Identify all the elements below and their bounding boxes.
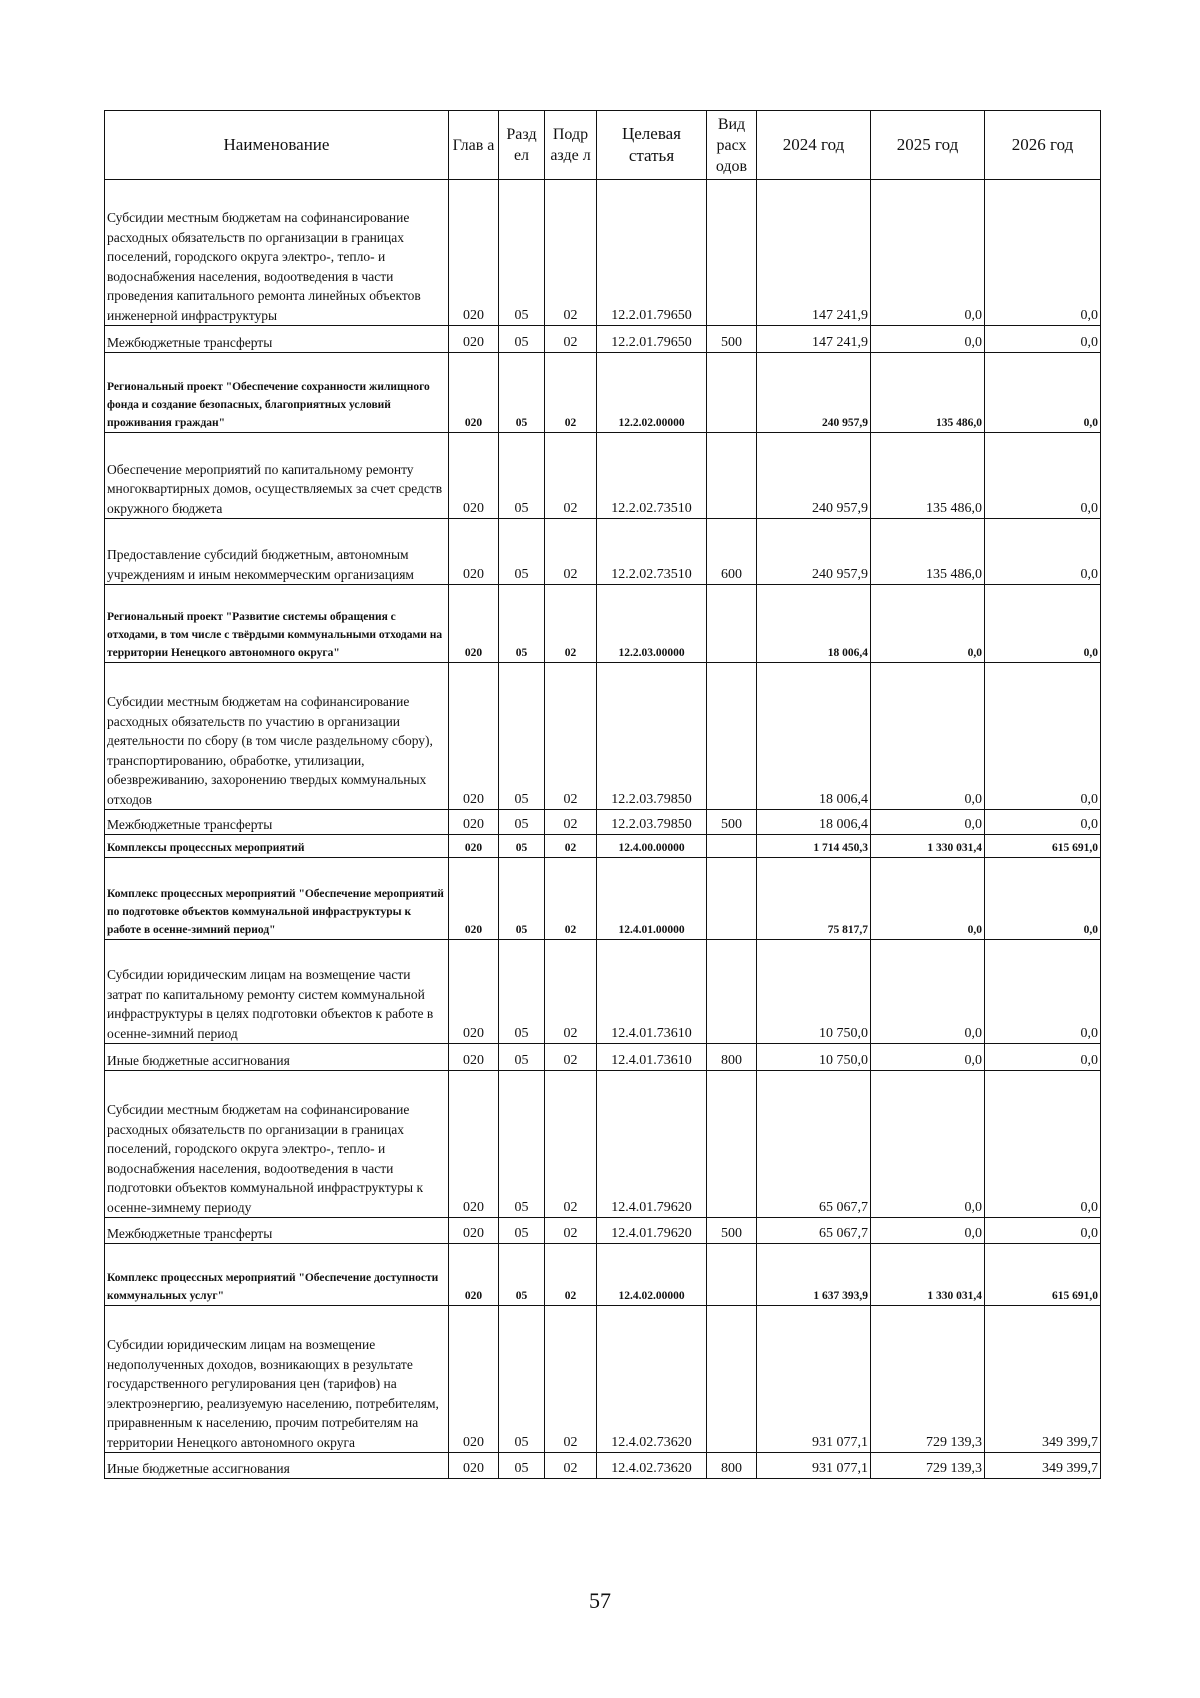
row-glava: 020 xyxy=(449,519,499,585)
row-podrazdel: 02 xyxy=(545,585,597,663)
row-name: Иные бюджетные ассигнования xyxy=(105,1044,449,1071)
row-name: Иные бюджетные ассигнования xyxy=(105,1453,449,1479)
row-vid xyxy=(707,353,757,433)
row-target: 12.4.01.73610 xyxy=(597,940,707,1044)
row-2024: 931 077,1 xyxy=(757,1306,871,1453)
row-glava: 020 xyxy=(449,858,499,940)
row-vid: 500 xyxy=(707,326,757,353)
row-2024: 931 077,1 xyxy=(757,1453,871,1479)
row-name: Межбюджетные трансферты xyxy=(105,326,449,353)
row-vid: 500 xyxy=(707,1218,757,1244)
row-razdel: 05 xyxy=(499,1044,545,1071)
row-podrazdel: 02 xyxy=(545,353,597,433)
row-podrazdel: 02 xyxy=(545,1453,597,1479)
row-podrazdel: 02 xyxy=(545,940,597,1044)
row-podrazdel: 02 xyxy=(545,519,597,585)
row-2025: 0,0 xyxy=(871,585,985,663)
row-target: 12.2.03.79850 xyxy=(597,810,707,835)
row-2025: 1 330 031,4 xyxy=(871,1244,985,1306)
row-glava: 020 xyxy=(449,1044,499,1071)
table-body xyxy=(105,180,1101,1479)
row-target: 12.2.03.79850 xyxy=(597,663,707,810)
row-2024: 10 750,0 xyxy=(757,1044,871,1071)
row-2026: 0,0 xyxy=(985,858,1101,940)
table-row xyxy=(105,433,1101,519)
row-2026: 349 399,7 xyxy=(985,1453,1101,1479)
row-podrazdel: 02 xyxy=(545,1306,597,1453)
row-2024: 147 241,9 xyxy=(757,180,871,326)
row-2026: 0,0 xyxy=(985,353,1101,433)
row-razdel: 05 xyxy=(499,810,545,835)
row-podrazdel: 02 xyxy=(545,1218,597,1244)
row-razdel: 05 xyxy=(499,835,545,858)
row-glava: 020 xyxy=(449,1244,499,1306)
row-name: Обеспечение мероприятий по капитальному ремонту многоквартирных домов, осуществляемых за счет средств окружного бюджета xyxy=(105,433,449,519)
table-row xyxy=(105,858,1101,940)
row-name: Субсидии юридическим лицам на возмещение недополученных доходов, возникающих в результате государственного регулирования цен (тарифов) на электроэнергию, реализуемую населению, потребителям, приравненным к населению, прочим потребителям на территории Ненецкого автономного округа xyxy=(105,1306,449,1453)
row-2024: 18 006,4 xyxy=(757,585,871,663)
row-razdel: 05 xyxy=(499,940,545,1044)
row-glava: 020 xyxy=(449,180,499,326)
row-2025: 135 486,0 xyxy=(871,353,985,433)
row-podrazdel: 02 xyxy=(545,180,597,326)
row-target: 12.2.02.73510 xyxy=(597,519,707,585)
row-2024: 240 957,9 xyxy=(757,353,871,433)
table-row xyxy=(105,180,1101,326)
table-row xyxy=(105,1244,1101,1306)
header-target: Целевая статья xyxy=(597,111,707,180)
table-header-row xyxy=(105,111,1101,180)
row-2026: 0,0 xyxy=(985,519,1101,585)
row-2024: 18 006,4 xyxy=(757,663,871,810)
table-row xyxy=(105,810,1101,835)
row-2025: 0,0 xyxy=(871,810,985,835)
row-glava: 020 xyxy=(449,353,499,433)
row-vid: 600 xyxy=(707,519,757,585)
header-glava: Глав а xyxy=(449,111,499,180)
row-podrazdel: 02 xyxy=(545,433,597,519)
row-target: 12.4.02.73620 xyxy=(597,1306,707,1453)
row-name: Предоставление субсидий бюджетным, автономным учреждениям и иным некоммерческим организациям xyxy=(105,519,449,585)
row-2026: 0,0 xyxy=(985,433,1101,519)
row-razdel: 05 xyxy=(499,1244,545,1306)
row-target: 12.4.02.73620 xyxy=(597,1453,707,1479)
row-name: Региональный проект "Обеспечение сохранности жилищного фонда и создание безопасных, благоприятных условий проживания граждан" xyxy=(105,353,449,433)
row-glava: 020 xyxy=(449,940,499,1044)
row-glava: 020 xyxy=(449,1306,499,1453)
row-target: 12.2.02.73510 xyxy=(597,433,707,519)
row-glava: 020 xyxy=(449,1071,499,1218)
header-2024: 2024 год xyxy=(757,111,871,180)
row-target: 12.2.03.00000 xyxy=(597,585,707,663)
row-target: 12.4.00.00000 xyxy=(597,835,707,858)
row-name: Межбюджетные трансферты xyxy=(105,810,449,835)
row-podrazdel: 02 xyxy=(545,858,597,940)
header-vid: Вид расх одов xyxy=(707,111,757,180)
row-razdel: 05 xyxy=(499,519,545,585)
row-2026: 349 399,7 xyxy=(985,1306,1101,1453)
table-row xyxy=(105,835,1101,858)
row-glava: 020 xyxy=(449,810,499,835)
row-podrazdel: 02 xyxy=(545,663,597,810)
row-vid xyxy=(707,585,757,663)
row-glava: 020 xyxy=(449,1453,499,1479)
row-podrazdel: 02 xyxy=(545,1071,597,1218)
page-number: 57 xyxy=(589,1588,611,1613)
row-2026: 0,0 xyxy=(985,1044,1101,1071)
row-glava: 020 xyxy=(449,663,499,810)
row-podrazdel: 02 xyxy=(545,835,597,858)
row-2025: 0,0 xyxy=(871,940,985,1044)
row-vid xyxy=(707,940,757,1044)
row-razdel: 05 xyxy=(499,1218,545,1244)
row-2024: 1 714 450,3 xyxy=(757,835,871,858)
table-row xyxy=(105,940,1101,1044)
row-name: Субсидии местным бюджетам на софинансирование расходных обязательств по организации в границах поселений, городского округа электро-, тепло- и водоснабжения населения, водоотведения в части подготовки объектов коммунальной инфраструктуры к осенне-зимнему периоду xyxy=(105,1071,449,1218)
row-razdel: 05 xyxy=(499,585,545,663)
row-2025: 0,0 xyxy=(871,326,985,353)
row-vid xyxy=(707,180,757,326)
row-2026: 0,0 xyxy=(985,1071,1101,1218)
row-name: Субсидии местным бюджетам на софинансирование расходных обязательств по участию в организации деятельности по сбору (в том числе раздельному сбору), транспортированию, обработке, утилизации, обезвреживанию, захоронению твердых коммунальных отходов xyxy=(105,663,449,810)
row-target: 12.4.01.00000 xyxy=(597,858,707,940)
row-vid xyxy=(707,1306,757,1453)
row-2025: 135 486,0 xyxy=(871,433,985,519)
row-2026: 0,0 xyxy=(985,1218,1101,1244)
row-2026: 0,0 xyxy=(985,663,1101,810)
row-vid xyxy=(707,1244,757,1306)
row-glava: 020 xyxy=(449,835,499,858)
row-2026: 615 691,0 xyxy=(985,1244,1101,1306)
row-2024: 240 957,9 xyxy=(757,433,871,519)
header-razdel: Разд ел xyxy=(499,111,545,180)
header-2026: 2026 год xyxy=(985,111,1101,180)
row-target: 12.2.02.00000 xyxy=(597,353,707,433)
row-glava: 020 xyxy=(449,585,499,663)
row-2024: 65 067,7 xyxy=(757,1071,871,1218)
budget-table xyxy=(104,110,1101,1479)
row-name: Комплексы процессных мероприятий xyxy=(105,835,449,858)
row-vid xyxy=(707,433,757,519)
table-row xyxy=(105,326,1101,353)
row-vid xyxy=(707,663,757,810)
row-vid xyxy=(707,1071,757,1218)
row-2026: 0,0 xyxy=(985,326,1101,353)
row-2025: 0,0 xyxy=(871,858,985,940)
row-2025: 0,0 xyxy=(871,1218,985,1244)
header-name: Наименование xyxy=(105,111,449,180)
row-target: 12.4.01.79620 xyxy=(597,1071,707,1218)
row-target: 12.2.01.79650 xyxy=(597,180,707,326)
row-razdel: 05 xyxy=(499,1453,545,1479)
row-2024: 1 637 393,9 xyxy=(757,1244,871,1306)
row-2025: 1 330 031,4 xyxy=(871,835,985,858)
row-2026: 0,0 xyxy=(985,585,1101,663)
row-razdel: 05 xyxy=(499,858,545,940)
row-vid: 500 xyxy=(707,810,757,835)
row-vid xyxy=(707,835,757,858)
row-podrazdel: 02 xyxy=(545,1044,597,1071)
row-name: Комплекс процессных мероприятий "Обеспечение мероприятий по подготовке объектов коммунальной инфраструктуры к работе в осенне-зимний период" xyxy=(105,858,449,940)
row-2024: 240 957,9 xyxy=(757,519,871,585)
row-name: Субсидии юридическим лицам на возмещение части затрат по капитальному ремонту систем коммунальной инфраструктуры в целях подготовки объектов к работе в осенне-зимний период xyxy=(105,940,449,1044)
row-2026: 615 691,0 xyxy=(985,835,1101,858)
table-row xyxy=(105,1453,1101,1479)
row-glava: 020 xyxy=(449,326,499,353)
row-2026: 0,0 xyxy=(985,940,1101,1044)
row-name: Субсидии местным бюджетам на софинансирование расходных обязательств по организации в границах поселений, городского округа электро-, тепло- и водоснабжения населения, водоотведения в части проведения капитального ремонта линейных объектов инженерной инфраструктуры xyxy=(105,180,449,326)
row-2024: 18 006,4 xyxy=(757,810,871,835)
row-podrazdel: 02 xyxy=(545,810,597,835)
row-2025: 0,0 xyxy=(871,1071,985,1218)
table-row xyxy=(105,663,1101,810)
row-name: Региональный проект "Развитие системы обращения с отходами, в том числе с твёрдыми коммунальными отходами на территории Ненецкого автономного округа" xyxy=(105,585,449,663)
table-row xyxy=(105,585,1101,663)
table-row xyxy=(105,519,1101,585)
row-razdel: 05 xyxy=(499,353,545,433)
row-2025: 0,0 xyxy=(871,1044,985,1071)
header-podrazdel: Подр азде л xyxy=(545,111,597,180)
row-razdel: 05 xyxy=(499,663,545,810)
row-razdel: 05 xyxy=(499,326,545,353)
row-2025: 0,0 xyxy=(871,180,985,326)
row-razdel: 05 xyxy=(499,180,545,326)
row-razdel: 05 xyxy=(499,1306,545,1453)
table-row xyxy=(105,1044,1101,1071)
row-2026: 0,0 xyxy=(985,180,1101,326)
row-name: Межбюджетные трансферты xyxy=(105,1218,449,1244)
row-target: 12.4.01.73610 xyxy=(597,1044,707,1071)
row-target: 12.4.02.00000 xyxy=(597,1244,707,1306)
row-target: 12.4.01.79620 xyxy=(597,1218,707,1244)
row-2025: 0,0 xyxy=(871,663,985,810)
row-razdel: 05 xyxy=(499,433,545,519)
header-2025: 2025 год xyxy=(871,111,985,180)
row-glava: 020 xyxy=(449,1218,499,1244)
table-row xyxy=(105,1306,1101,1453)
row-razdel: 05 xyxy=(499,1071,545,1218)
table-row xyxy=(105,1071,1101,1218)
row-2024: 75 817,7 xyxy=(757,858,871,940)
row-2024: 147 241,9 xyxy=(757,326,871,353)
row-podrazdel: 02 xyxy=(545,1244,597,1306)
row-glava: 020 xyxy=(449,433,499,519)
row-2024: 10 750,0 xyxy=(757,940,871,1044)
row-vid: 800 xyxy=(707,1453,757,1479)
row-vid: 800 xyxy=(707,1044,757,1071)
table-row xyxy=(105,1218,1101,1244)
row-podrazdel: 02 xyxy=(545,326,597,353)
row-vid xyxy=(707,858,757,940)
row-2024: 65 067,7 xyxy=(757,1218,871,1244)
row-target: 12.2.01.79650 xyxy=(597,326,707,353)
table-row xyxy=(105,353,1101,433)
row-2025: 729 139,3 xyxy=(871,1306,985,1453)
row-2025: 729 139,3 xyxy=(871,1453,985,1479)
row-2025: 135 486,0 xyxy=(871,519,985,585)
row-2026: 0,0 xyxy=(985,810,1101,835)
row-name: Комплекс процессных мероприятий "Обеспечение доступности коммунальных услуг" xyxy=(105,1244,449,1306)
